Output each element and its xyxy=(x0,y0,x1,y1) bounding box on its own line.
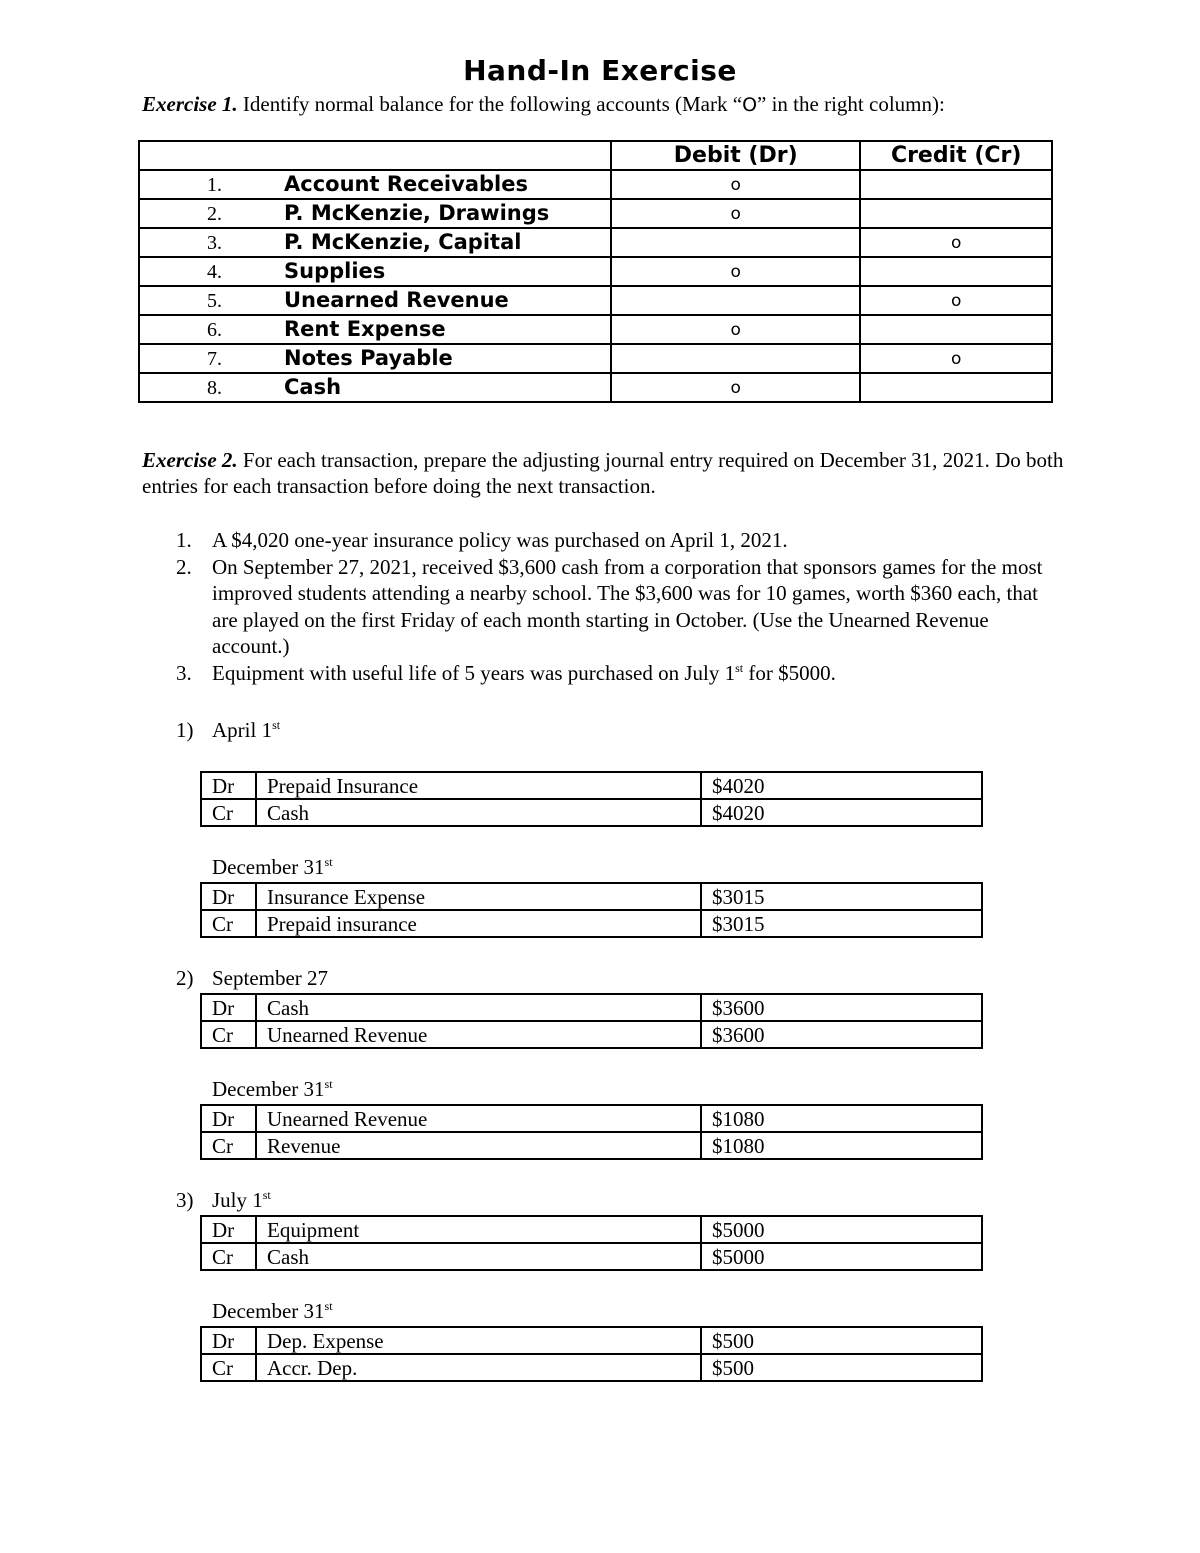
account-cell xyxy=(139,286,611,315)
journal-line xyxy=(201,994,982,1021)
journal-account: Prepaid Insurance xyxy=(256,772,701,799)
account-cell xyxy=(139,170,611,199)
answer-index: 3) xyxy=(176,1188,194,1212)
normal-balance-row xyxy=(139,373,1052,402)
exercise-1-mark-symbol: O xyxy=(742,94,758,116)
answer-index: 1) xyxy=(176,718,194,742)
account-cell xyxy=(139,257,611,286)
account-name: Supplies xyxy=(284,259,386,283)
journal-line xyxy=(201,1243,982,1270)
journal-entry-table xyxy=(200,1104,983,1160)
journal-line xyxy=(201,1216,982,1243)
journal-amount: $500 xyxy=(701,1327,982,1354)
journal-entry-heading xyxy=(176,966,328,991)
journal-amount: $4020 xyxy=(701,799,982,826)
journal-amount: $3015 xyxy=(701,883,982,910)
entry-date-ordinal: st xyxy=(324,1077,333,1091)
transaction-text-after: for $5000. xyxy=(743,660,836,685)
transaction-text: A $4,020 one-year insurance policy was purchased on April 1, 2021. xyxy=(212,528,788,552)
journal-account: Dep. Expense xyxy=(256,1327,701,1354)
account-name: Notes Payable xyxy=(284,346,453,370)
journal-entry-table xyxy=(200,771,983,827)
transaction-list xyxy=(142,527,1067,686)
journal-drcr: Cr xyxy=(201,1021,256,1048)
journal-account: Prepaid insurance xyxy=(256,910,701,937)
exercise-2-text: For each transaction, prepare the adjusting journal entry required on December 31, 2021. Do both entries for each transaction before doing the next transaction. xyxy=(142,448,1064,498)
entry-date-ordinal: st xyxy=(262,1188,271,1202)
journal-line xyxy=(201,910,982,937)
entry-date: December 31 xyxy=(212,1299,325,1323)
normal-balance-row xyxy=(139,286,1052,315)
journal-entry-heading xyxy=(212,855,333,880)
journal-drcr: Cr xyxy=(201,1354,256,1381)
page-title: Hand-In Exercise xyxy=(463,54,737,87)
account-cell xyxy=(139,315,611,344)
debit-mark: o xyxy=(611,199,860,228)
journal-account: Insurance Expense xyxy=(256,883,701,910)
transaction-text: On September 27, 2021, received $3,600 cash from a corporation that sponsors games for the most improved students attending a nearby school. The $3,600 was for 10 games, worth $360 each, that are played on the first Friday of each month starting in October. (Use the Unearned Revenue account.) xyxy=(212,554,1043,658)
normal-balance-row xyxy=(139,344,1052,373)
journal-drcr: Dr xyxy=(201,1216,256,1243)
transaction-text xyxy=(212,661,836,685)
journal-account: Equipment xyxy=(256,1216,701,1243)
journal-amount: $5000 xyxy=(701,1216,982,1243)
journal-line xyxy=(201,1132,982,1159)
entry-date: December 31 xyxy=(212,1077,325,1101)
entry-date: July 1 xyxy=(212,1188,263,1212)
debit-mark xyxy=(611,344,860,373)
normal-balance-row xyxy=(139,228,1052,257)
journal-drcr: Cr xyxy=(201,1243,256,1270)
credit-mark xyxy=(860,373,1052,402)
account-name: P. McKenzie, Drawings xyxy=(284,201,550,225)
journal-amount: $1080 xyxy=(701,1132,982,1159)
transaction-number: 3. xyxy=(176,660,192,685)
journal-amount: $3015 xyxy=(701,910,982,937)
account-name: Cash xyxy=(284,375,342,399)
journal-account: Unearned Revenue xyxy=(256,1105,701,1132)
transaction-item xyxy=(142,527,1067,554)
normal-balance-table xyxy=(138,140,1053,403)
account-name: Unearned Revenue xyxy=(284,288,509,312)
journal-account: Accr. Dep. xyxy=(256,1354,701,1381)
credit-mark xyxy=(860,170,1052,199)
exercise-1-instructions xyxy=(142,92,945,117)
transaction-text-before: Equipment with useful life of 5 years was purchased on July 1 xyxy=(212,660,736,685)
account-number: 4. xyxy=(207,261,222,283)
exercise-2-label: Exercise 2. xyxy=(142,448,238,472)
account-cell xyxy=(139,344,611,373)
entry-date: September 27 xyxy=(212,966,329,990)
account-number: 5. xyxy=(207,290,222,312)
header-credit: Credit (Cr) xyxy=(860,141,1052,170)
journal-line xyxy=(201,799,982,826)
journal-account: Cash xyxy=(256,799,701,826)
transaction-number: 1. xyxy=(176,528,192,552)
credit-mark: o xyxy=(860,344,1052,373)
debit-mark xyxy=(611,286,860,315)
journal-drcr: Dr xyxy=(201,772,256,799)
journal-line xyxy=(201,1021,982,1048)
journal-account: Unearned Revenue xyxy=(256,1021,701,1048)
entry-date-ordinal: st xyxy=(324,855,333,869)
journal-drcr: Cr xyxy=(201,910,256,937)
journal-line xyxy=(201,1105,982,1132)
entry-date-ordinal: st xyxy=(324,1299,333,1313)
debit-mark: o xyxy=(611,257,860,286)
account-number: 2. xyxy=(207,203,222,225)
account-number: 7. xyxy=(207,348,222,370)
journal-drcr: Dr xyxy=(201,1105,256,1132)
journal-drcr: Dr xyxy=(201,1327,256,1354)
account-number: 1. xyxy=(207,174,222,196)
transaction-number: 2. xyxy=(176,554,192,579)
credit-mark xyxy=(860,199,1052,228)
transaction-ordinal-suffix: st xyxy=(735,660,744,675)
account-number: 6. xyxy=(207,319,222,341)
credit-mark: o xyxy=(860,228,1052,257)
credit-mark xyxy=(860,257,1052,286)
debit-mark: o xyxy=(611,170,860,199)
debit-mark xyxy=(611,228,860,257)
journal-drcr: Dr xyxy=(201,994,256,1021)
debit-mark: o xyxy=(611,373,860,402)
journal-amount: $4020 xyxy=(701,772,982,799)
entry-date: December 31 xyxy=(212,855,325,879)
normal-balance-row xyxy=(139,257,1052,286)
journal-entry-table xyxy=(200,1215,983,1271)
journal-line xyxy=(201,772,982,799)
transaction-item xyxy=(142,660,1067,687)
account-cell xyxy=(139,228,611,257)
account-name: P. McKenzie, Capital xyxy=(284,230,522,254)
journal-line xyxy=(201,1354,982,1381)
journal-amount: $1080 xyxy=(701,1105,982,1132)
credit-mark xyxy=(860,315,1052,344)
journal-account: Cash xyxy=(256,994,701,1021)
journal-entry-heading xyxy=(212,1077,333,1102)
journal-entry-heading xyxy=(212,1299,333,1324)
normal-balance-row xyxy=(139,170,1052,199)
entry-date-ordinal: st xyxy=(272,718,281,732)
journal-drcr: Dr xyxy=(201,883,256,910)
exercise-2-instructions xyxy=(142,447,1072,499)
account-name: Rent Expense xyxy=(284,317,446,341)
journal-line xyxy=(201,883,982,910)
debit-mark: o xyxy=(611,315,860,344)
account-cell xyxy=(139,199,611,228)
journal-entry-heading xyxy=(176,1188,271,1213)
exercise-1-text-after: ” in the right column): xyxy=(757,92,945,116)
journal-entry-table xyxy=(200,882,983,938)
journal-entry-heading xyxy=(176,718,280,743)
journal-account: Revenue xyxy=(256,1132,701,1159)
journal-line xyxy=(201,1327,982,1354)
journal-entry-table xyxy=(200,993,983,1049)
journal-drcr: Cr xyxy=(201,1132,256,1159)
normal-balance-row xyxy=(139,315,1052,344)
normal-balance-header-row xyxy=(139,141,1052,170)
journal-amount: $3600 xyxy=(701,1021,982,1048)
header-blank-cell xyxy=(139,141,611,170)
account-number: 3. xyxy=(207,232,222,254)
journal-account: Cash xyxy=(256,1243,701,1270)
normal-balance-row xyxy=(139,199,1052,228)
account-number: 8. xyxy=(207,377,222,399)
credit-mark: o xyxy=(860,286,1052,315)
header-debit: Debit (Dr) xyxy=(611,141,860,170)
journal-entry-table xyxy=(200,1326,983,1382)
journal-drcr: Cr xyxy=(201,799,256,826)
exercise-1-label: Exercise 1. xyxy=(142,92,238,116)
account-name: Account Receivables xyxy=(284,172,528,196)
entry-date: April 1 xyxy=(212,718,273,742)
account-cell xyxy=(139,373,611,402)
exercise-1-text-before: Identify normal balance for the following accounts (Mark “ xyxy=(237,92,743,116)
journal-amount: $3600 xyxy=(701,994,982,1021)
journal-amount: $500 xyxy=(701,1354,982,1381)
journal-amount: $5000 xyxy=(701,1243,982,1270)
transaction-item xyxy=(142,554,1067,660)
answer-index: 2) xyxy=(176,966,194,990)
